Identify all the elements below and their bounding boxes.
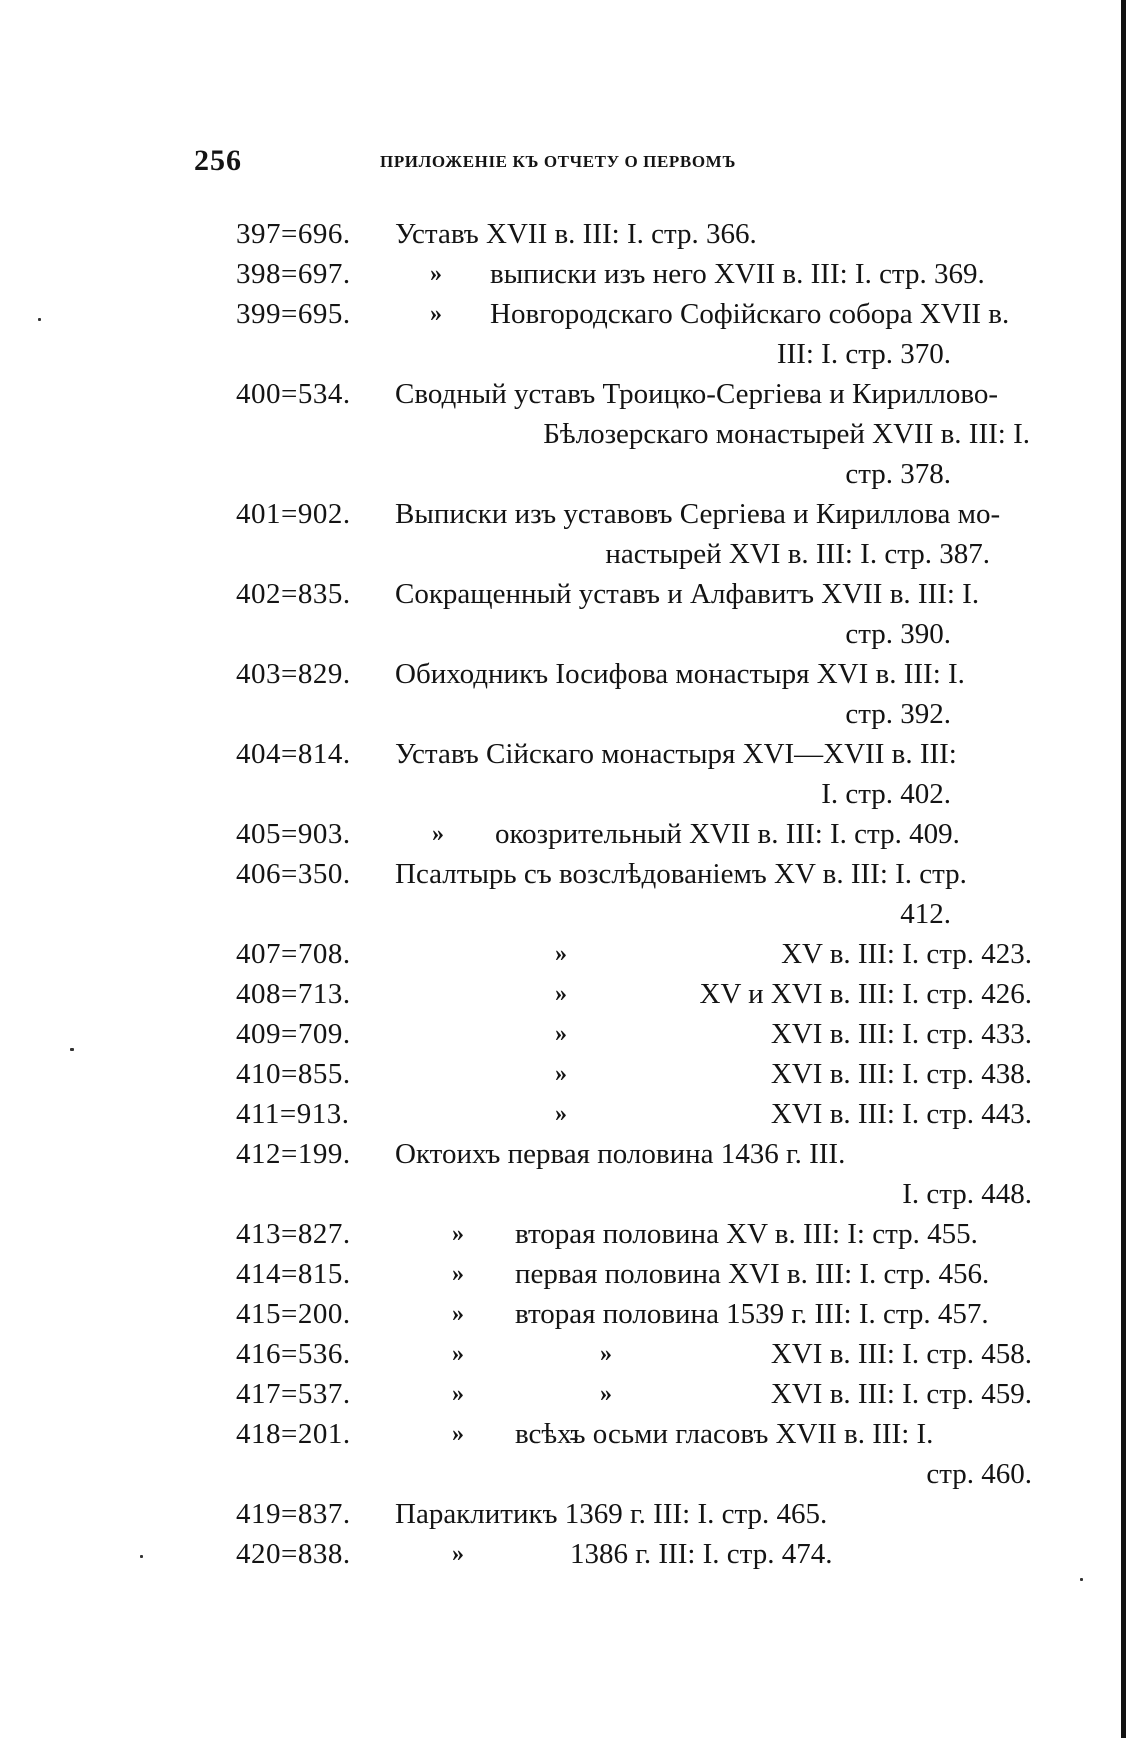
entry-number: 418=201.: [236, 1418, 351, 1450]
catalog-entry: [0, 654, 1140, 730]
entry-description: Сводный уставъ Троицко-Сергіева и Кириллово-: [395, 378, 999, 410]
entry-description: Новгородскаго Софійскаго собора XVII в.: [490, 298, 1010, 330]
catalog-entry: [0, 1254, 1140, 1294]
catalog-entry: [0, 854, 1140, 930]
ditto-mark: »: [555, 981, 567, 1007]
catalog-entry: [0, 1414, 1140, 1490]
entry-description: XV в. III: I. стр. 423.: [781, 938, 1032, 970]
entry-number: 404=814.: [236, 738, 351, 770]
ditto-mark: »: [452, 1341, 464, 1367]
ditto-mark: »: [430, 261, 442, 287]
ditto-mark: »: [430, 301, 442, 327]
entry-continuation: 412.: [900, 898, 951, 930]
entry-number: 415=200.: [236, 1298, 351, 1330]
entry-number: 400=534.: [236, 378, 351, 410]
entry-number: 416=536.: [236, 1338, 351, 1370]
catalog-entry: [0, 294, 1140, 370]
catalog-entry: [0, 214, 1140, 254]
print-speck: [1080, 1578, 1083, 1581]
entry-description: вторая половина XV в. III: I: стр. 455.: [515, 1218, 978, 1250]
entry-number: 417=537.: [236, 1378, 351, 1410]
catalog-entry: [0, 1374, 1140, 1414]
entry-number: 409=709.: [236, 1018, 351, 1050]
ditto-mark: »: [555, 1061, 567, 1087]
ditto-mark: »: [555, 1101, 567, 1127]
entry-number: 420=838.: [236, 1538, 351, 1570]
catalog-entry: [0, 814, 1140, 854]
ditto-mark: »: [452, 1261, 464, 1287]
entry-description: Псалтырь съ возслѣдованіемъ XV в. III: I. стр.: [395, 858, 967, 890]
entry-number: 397=696.: [236, 218, 351, 250]
entry-number: 405=903.: [236, 818, 351, 850]
entry-description: окозрительный XVII в. III: I. стр. 409.: [495, 818, 960, 850]
entry-description: Выписки изъ уставовъ Сергіева и Кириллова мо-: [395, 498, 1001, 530]
catalog-entry: [0, 1094, 1140, 1134]
entry-description: XVI в. III: I. стр. 443.: [770, 1098, 1032, 1130]
entry-continuation: I. стр. 402.: [821, 778, 951, 810]
entry-description: XV и XVI в. III: I. стр. 426.: [699, 978, 1032, 1010]
entry-description: XVI в. III: I. стр. 459.: [770, 1378, 1032, 1410]
entry-number: 411=913.: [236, 1098, 350, 1130]
entry-continuation: стр. 390.: [845, 618, 951, 650]
entry-description: XVI в. III: I. стр. 438.: [770, 1058, 1032, 1090]
entry-number: 410=855.: [236, 1058, 351, 1090]
entry-number: 408=713.: [236, 978, 351, 1010]
catalog-entry: [0, 1134, 1140, 1210]
entry-number: 406=350.: [236, 858, 351, 890]
entry-description: Сокращенный уставъ и Алфавитъ XVII в. III: I.: [395, 578, 980, 610]
entry-continuation: стр. 392.: [845, 698, 951, 730]
catalog-entry: [0, 1334, 1140, 1374]
catalog-entry: [0, 494, 1140, 570]
catalog-entry: [0, 1494, 1140, 1534]
entry-number: 398=697.: [236, 258, 351, 290]
running-head: ПРИЛОЖЕНІЕ КЪ ОТЧЕТУ О ПЕРВОМЪ: [380, 152, 736, 171]
entry-number: 414=815.: [236, 1258, 351, 1290]
entry-number: 402=835.: [236, 578, 351, 610]
entry-description: выписки изъ него XVII в. III: I. стр. 369.: [490, 258, 985, 290]
entry-continuation: настырей XVI в. III: I. стр. 387.: [605, 538, 990, 570]
ditto-mark: »: [600, 1341, 612, 1367]
entry-description: XVI в. III: I. стр. 458.: [770, 1338, 1032, 1370]
catalog-entry: [0, 1214, 1140, 1254]
entry-continuation: стр. 378.: [845, 458, 951, 490]
entry-description: первая половина XVI в. III: I. стр. 456.: [515, 1258, 990, 1290]
ditto-mark: »: [555, 941, 567, 967]
page-number: 256: [194, 144, 242, 177]
catalog-entry: [0, 1054, 1140, 1094]
entry-continuation: III: I. стр. 370.: [776, 338, 951, 370]
entry-number: 419=837.: [236, 1498, 351, 1530]
entry-number: 412=199.: [236, 1138, 351, 1170]
ditto-mark: »: [600, 1381, 612, 1407]
entry-number: 401=902.: [236, 498, 351, 530]
catalog-entry: [0, 1014, 1140, 1054]
entry-number: 399=695.: [236, 298, 351, 330]
entry-continuation: Бѣлозерскаго монастырей XVII в. III: I.: [543, 418, 1030, 450]
ditto-mark: »: [452, 1221, 464, 1247]
entry-continuation: стр. 460.: [926, 1458, 1032, 1490]
catalog-entry: [0, 1294, 1140, 1334]
catalog-entry: [0, 374, 1140, 490]
catalog-entry: [0, 974, 1140, 1014]
ditto-mark: »: [452, 1381, 464, 1407]
entry-number: 413=827.: [236, 1218, 351, 1250]
entry-number: 407=708.: [236, 938, 351, 970]
entry-description: вторая половина 1539 г. III: I. стр. 457.: [515, 1298, 989, 1330]
entry-number: 403=829.: [236, 658, 351, 690]
catalog-entry: [0, 574, 1140, 650]
ditto-mark: »: [432, 821, 444, 847]
page-header: [0, 0, 1140, 200]
catalog-entry: [0, 934, 1140, 974]
entry-description: Параклитикъ 1369 г. III: I. стр. 465.: [395, 1498, 828, 1530]
ditto-mark: »: [452, 1541, 464, 1567]
entry-description: всѣхъ осьми гласовъ XVII в. III: I.: [515, 1418, 934, 1450]
catalog-entry: [0, 1534, 1140, 1574]
entry-description: XVI в. III: I. стр. 433.: [770, 1018, 1032, 1050]
entry-description: Уставъ Сійскаго монастыря XVI—XVII в. III:: [395, 738, 957, 770]
entry-description: Октоихъ первая половина 1436 г. III.: [395, 1138, 846, 1170]
catalog-entry: [0, 254, 1140, 294]
ditto-mark: »: [452, 1301, 464, 1327]
catalog-entry: [0, 734, 1140, 810]
entry-continuation: I. стр. 448.: [902, 1178, 1032, 1210]
entry-description: 1386 г. III: I. стр. 474.: [570, 1538, 833, 1570]
ditto-mark: »: [452, 1421, 464, 1447]
ditto-mark: »: [555, 1021, 567, 1047]
entry-description: Уставъ XVII в. III: I. стр. 366.: [395, 218, 757, 250]
entry-description: Обиходникъ Іосифова монастыря XVI в. III: I.: [395, 658, 965, 690]
